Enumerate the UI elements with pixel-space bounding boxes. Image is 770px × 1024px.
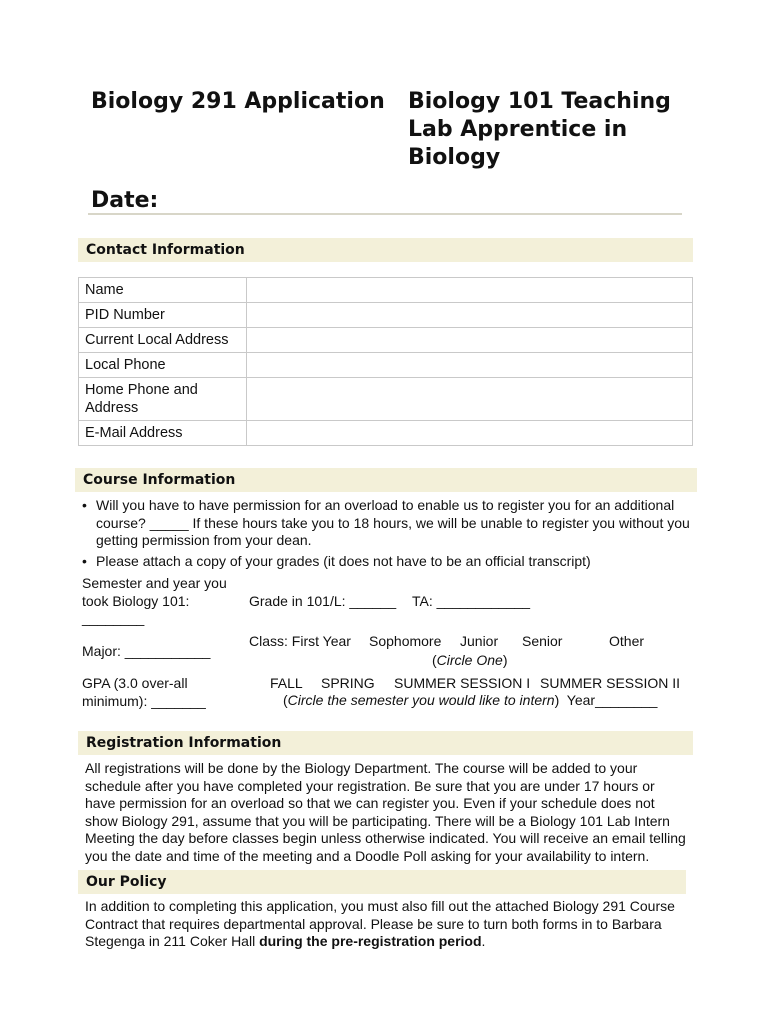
pre-registration-emphasis: during the pre-registration period: [259, 933, 482, 949]
class-label: Class: First Year: [249, 633, 351, 649]
grade-field[interactable]: Grade in 101/L: ______: [249, 593, 397, 609]
overload-question: [82, 497, 702, 550]
text-line: you the date and time of the meeting and a Doodle Poll asking for your availability to intern.: [85, 847, 650, 864]
text-line: have permission for an overload so that we can register you. Even if your schedule does not: [85, 795, 655, 811]
pid-label: PID Number: [79, 303, 247, 328]
text-line: schedule after you have completed your registration. Be sure that you are under 17 hours or: [85, 777, 655, 794]
text-line: Semester and year you: [82, 575, 227, 591]
bullet-icon: •: [82, 497, 87, 513]
text-line: In addition to completing this application, you must also fill out the attached Biology 291 Course: [85, 898, 675, 914]
text-line: took Biology 101:: [82, 592, 190, 609]
home-phone-field[interactable]: [247, 378, 693, 421]
circle-one-note: (Circle One): [432, 652, 508, 668]
text-line: GPA (3.0 over-all: [82, 675, 188, 691]
grades-note: [82, 553, 702, 571]
table-row: [79, 328, 693, 353]
table-row: [79, 278, 693, 303]
text-line: Will you have to have permission for an overload to enable us to register you for an additional: [96, 497, 675, 513]
session-fall[interactable]: FALL: [270, 675, 303, 691]
date-underline[interactable]: [88, 213, 682, 215]
text-line: minimum): _______: [82, 692, 206, 709]
course-title-line: Lab Apprentice in: [408, 117, 628, 142]
circle-one-text: Circle One: [436, 652, 503, 668]
course-title: [408, 88, 708, 172]
home-phone-label: Home Phone and Address: [79, 378, 247, 421]
text-line: [85, 933, 695, 951]
registration-text: [85, 760, 695, 865]
name-field[interactable]: [247, 278, 693, 303]
semester-blank[interactable]: ________: [82, 610, 145, 626]
table-row: [79, 353, 693, 378]
class-option-junior[interactable]: Junior: [460, 633, 499, 649]
local-address-label: Current Local Address: [79, 328, 247, 353]
course-heading: Course Information: [75, 468, 697, 492]
bullet-icon: •: [82, 553, 87, 569]
contact-heading: Contact Information: [78, 238, 693, 262]
email-field[interactable]: [247, 421, 693, 446]
registration-heading: Registration Information: [78, 731, 693, 755]
course-title-line: Biology 101 Teaching: [408, 89, 671, 114]
class-option-sophomore[interactable]: Sophomore: [369, 633, 442, 649]
date-label: Date:: [91, 188, 159, 213]
session-summer-2[interactable]: SUMMER SESSION II: [540, 675, 681, 691]
circle-semester-note: (Circle the semester you would like to intern) Year________: [283, 692, 658, 708]
text-line: Please attach a copy of your grades (it does not have to be an official transcript): [96, 553, 591, 569]
year-field[interactable]: Year________: [566, 692, 658, 708]
pid-field[interactable]: [247, 303, 693, 328]
text-line: Meeting the day before classes begin unless otherwise indicated. You will receive an email telling: [85, 830, 686, 846]
session-spring[interactable]: SPRING: [321, 675, 375, 691]
policy-line3-start: Stegenga in 211 Coker Hall: [85, 933, 260, 949]
contact-table: [78, 277, 693, 446]
major-field[interactable]: Major: ___________: [82, 643, 211, 659]
circle-semester-text: Circle the semester you would like to intern: [287, 692, 555, 708]
gpa-field[interactable]: [82, 675, 206, 710]
table-row: [79, 421, 693, 446]
name-label: Name: [79, 278, 247, 303]
class-option-other[interactable]: Other: [609, 633, 645, 649]
text-line: getting permission from your dean.: [96, 532, 312, 548]
policy-line3-end: .: [481, 933, 486, 949]
application-title: Biology 291 Application: [91, 89, 385, 114]
policy-text: [85, 898, 695, 951]
text-line: All registrations will be done by the Biology Department. The course will be added to your: [85, 760, 638, 776]
local-phone-label: Local Phone: [79, 353, 247, 378]
text-line: show Biology 291, assume that you will be participating. There will be a Biology 101 Lab Intern: [85, 812, 670, 829]
class-option-senior[interactable]: Senior: [522, 633, 563, 649]
text-line: course? _____ If these hours take you to 18 hours, we will be unable to register you without you: [96, 514, 690, 531]
ta-field[interactable]: TA: ____________: [412, 593, 531, 609]
text-line: Contract that requires departmental approval. Please be sure to turn both forms in to Barbara: [85, 915, 662, 932]
table-row: [79, 378, 693, 421]
policy-heading: Our Policy: [78, 870, 686, 894]
local-address-field[interactable]: [247, 328, 693, 353]
email-label: E-Mail Address: [79, 421, 247, 446]
course-title-line: Biology: [408, 145, 501, 170]
table-row: [79, 303, 693, 328]
semester-label: [82, 575, 227, 628]
local-phone-field[interactable]: [247, 353, 693, 378]
session-summer-1[interactable]: SUMMER SESSION I: [394, 675, 531, 691]
